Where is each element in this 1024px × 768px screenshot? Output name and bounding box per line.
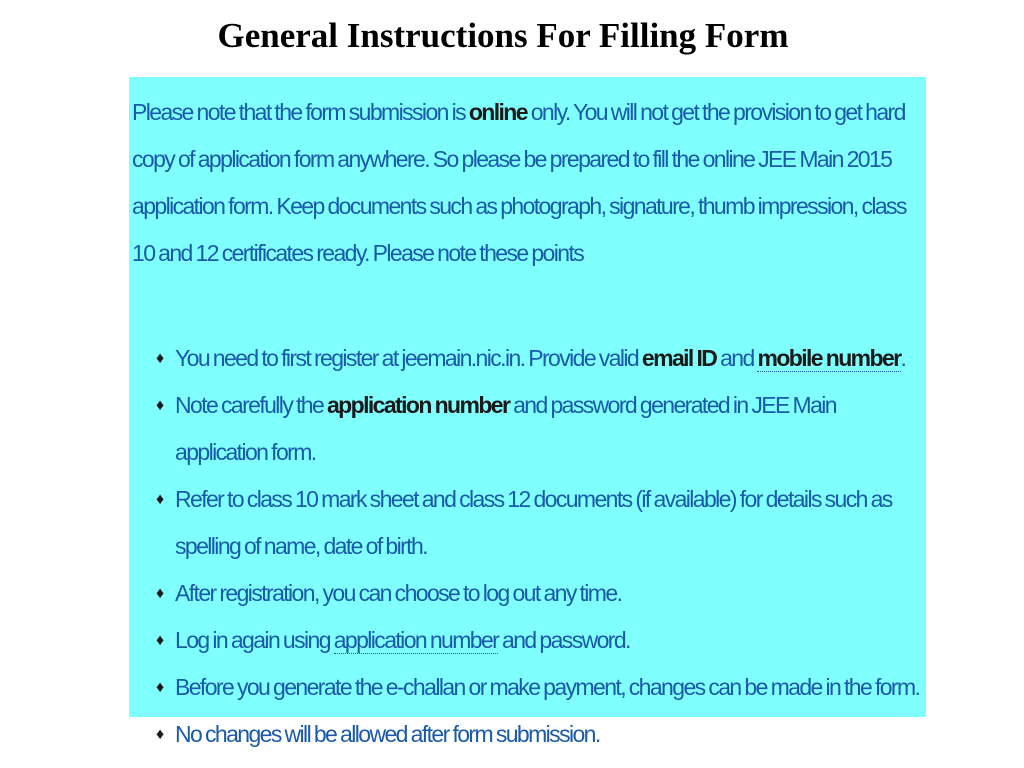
diamond-bullet-icon: ♦ — [156, 350, 165, 367]
list-item-text: Log in again using — [175, 627, 334, 653]
intro-text-1: Please note that the form submission is — [132, 99, 469, 125]
intro-online-emphasis: online — [468, 99, 527, 125]
diamond-bullet-icon: ♦ — [156, 585, 165, 602]
intro-text-2: only. You will not get the provision to get hard copy of application form anywhere. So please be prepared to fill the online — [132, 99, 905, 172]
list-item-text: and — [716, 345, 758, 371]
list-item-text: and password generated in JEE Main application form. — [175, 392, 837, 465]
list-item — [132, 664, 920, 711]
list-item-text: and password. — [498, 627, 630, 653]
page-title: General Instructions For Filling Form — [217, 16, 789, 55]
list-item-text: . — [900, 345, 906, 371]
mobile-number-link[interactable]: mobile number — [757, 345, 901, 371]
instructions-panel — [129, 77, 926, 747]
list-item-text: Refer to class 10 mark sheet and class 12 documents (if available) for details such as spelling of name, date of birth. — [175, 486, 892, 559]
list-item — [132, 382, 920, 476]
diamond-bullet-icon: ♦ — [156, 632, 165, 649]
diamond-bullet-icon: ♦ — [156, 726, 165, 743]
diamond-bullet-icon: ♦ — [156, 397, 165, 414]
list-item — [132, 711, 920, 758]
list-item-text: Before you generate the e-challan or make payment, changes can be made in the form. — [175, 674, 920, 700]
list-item — [132, 570, 920, 617]
application-number-emphasis: application number — [326, 392, 510, 418]
intro-paragraph — [132, 89, 922, 277]
instruction-list — [132, 335, 926, 758]
application-number-link[interactable]: application number — [333, 627, 499, 653]
list-item-text: After registration, you can choose to log out any time. — [175, 580, 622, 606]
list-item — [132, 335, 920, 382]
list-item — [132, 617, 920, 664]
diamond-bullet-icon: ♦ — [156, 679, 165, 696]
intro-text-3: application form. Keep documents such as photograph, signature, thumb impression, class 10 and 12 certificates ready. Please note these points — [132, 193, 906, 266]
list-item-text: No changes will be allowed after form submission. — [175, 721, 600, 747]
list-item-text: Note carefully the — [175, 392, 327, 418]
email-id-emphasis: email ID — [641, 345, 717, 371]
jee-main-link[interactable]: JEE Main 2015 — [758, 146, 892, 172]
list-item — [132, 476, 920, 570]
list-item-text: You need to first register at jeemain.nic.in. Provide valid — [175, 345, 642, 371]
diamond-bullet-icon: ♦ — [156, 491, 165, 508]
